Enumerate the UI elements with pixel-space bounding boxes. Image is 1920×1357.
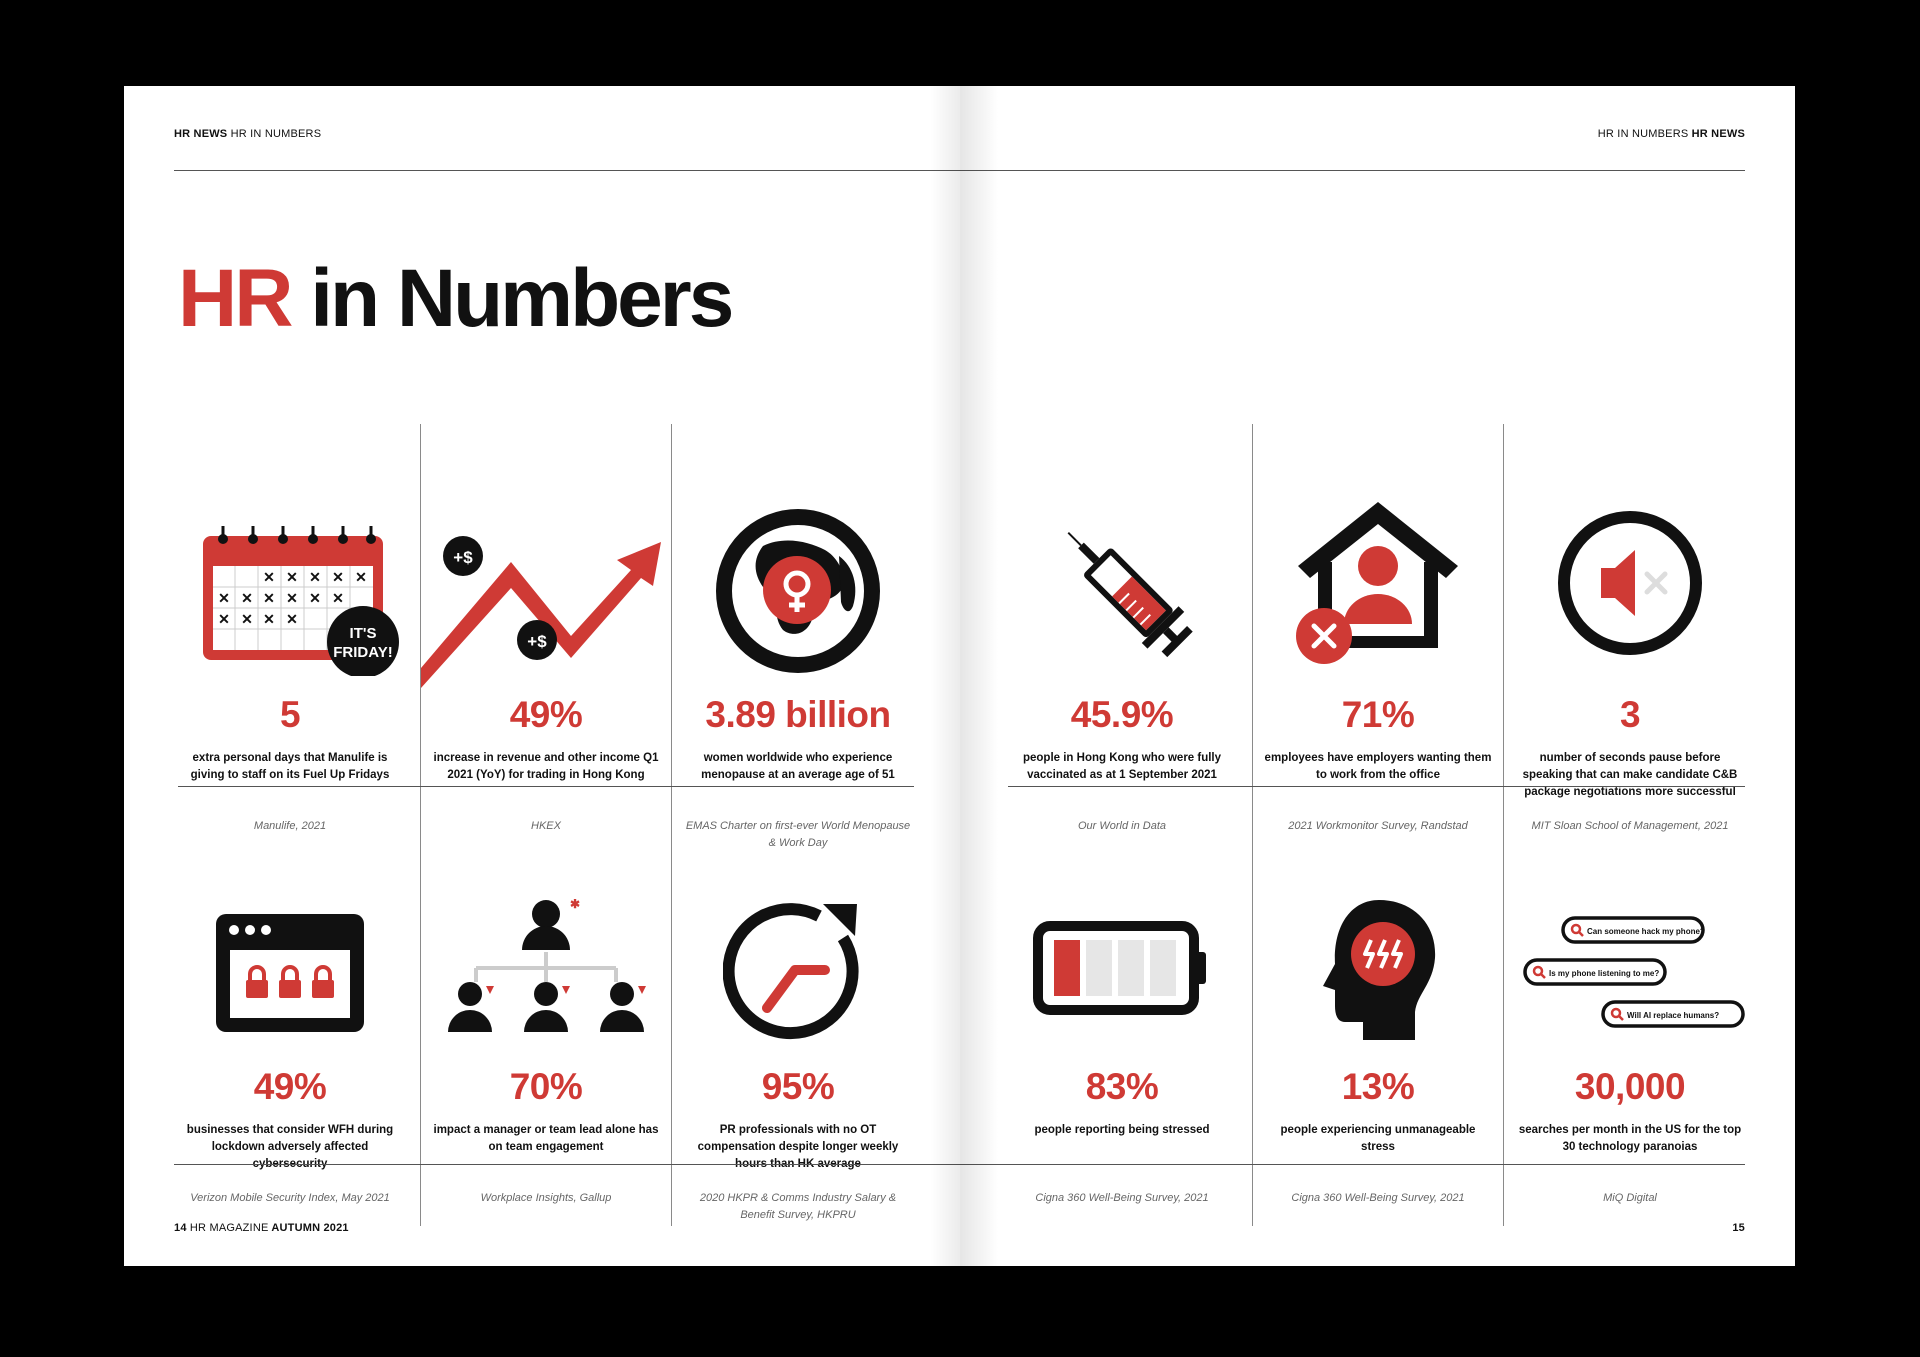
svg-text:✕: ✕: [241, 590, 253, 606]
footer-right: [1732, 1222, 1745, 1234]
plus-dollar-label: +$: [527, 632, 547, 651]
header-section: HR IN NUMBERS: [1597, 128, 1689, 140]
stat-source: Workplace Insights, Gallup: [480, 1192, 612, 1204]
footer-page-number: 15: [1732, 1222, 1745, 1234]
running-header-right: [1598, 128, 1745, 140]
footer-left: [174, 1222, 349, 1234]
low-battery-icon: [1032, 918, 1212, 1018]
search-bubbles-icon: [1505, 910, 1755, 1040]
svg-text:✕: ✕: [332, 569, 344, 585]
svg-text:✕: ✕: [263, 611, 275, 627]
stat-description: employees have employers wanting them to work from the office: [1264, 752, 1492, 781]
svg-text:✕: ✕: [286, 590, 298, 606]
stat-card: [997, 416, 1247, 846]
calendar-icon: [175, 526, 405, 676]
footer-rule: [960, 1164, 1745, 1165]
stat-value: 30,000: [1574, 1066, 1686, 1107]
friday-badge-line2: FRIDAY!: [333, 644, 393, 661]
svg-text:✕: ✕: [218, 590, 230, 606]
stat-source: MiQ Digital: [1603, 1192, 1657, 1204]
column-divider: [671, 424, 672, 846]
stat-card: [421, 416, 671, 846]
stat-card: [673, 806, 923, 1226]
svg-text:✕: ✕: [355, 569, 367, 585]
row-rule: [1008, 786, 1745, 787]
stat-value: 3: [1619, 694, 1641, 735]
row-rule: [178, 786, 914, 787]
stat-card: [1253, 416, 1503, 846]
footer-issue: AUTUMN 2021: [271, 1222, 349, 1234]
svg-text:✱: ✱: [570, 897, 581, 911]
stat-description: businesses that consider WFH during lockdown adversely affected cybersecurity: [186, 1124, 394, 1170]
stat-source: EMAS Charter on first-ever World Menopause & Work Day: [685, 820, 911, 849]
friday-badge-line1: IT'S: [349, 625, 377, 642]
stat-card: [1505, 806, 1755, 1226]
stat-description: people reporting being stressed: [1034, 1124, 1210, 1136]
search-query-3: Will AI replace humans?: [1627, 1011, 1720, 1020]
org-chart-icon: [436, 892, 656, 1042]
svg-text:✕: ✕: [309, 569, 321, 585]
plus-dollar-label: +$: [453, 548, 473, 567]
mute-speaker-icon: [1555, 508, 1705, 658]
stat-source: MIT Sloan School of Management, 2021: [1531, 820, 1729, 832]
stat-source: HKEX: [531, 820, 561, 832]
svg-text:✕: ✕: [286, 611, 298, 627]
header-section: HR IN NUMBERS: [230, 128, 322, 140]
stat-source: Manulife, 2021: [253, 820, 327, 832]
stat-description: women worldwide who experience menopause at an average age of 51: [701, 752, 895, 781]
svg-text:✕: ✕: [218, 611, 230, 627]
page-title: [178, 252, 731, 346]
stat-card: [673, 416, 923, 849]
globe-female-icon: [713, 506, 883, 676]
stat-value: 5: [279, 694, 301, 735]
stat-source: Cigna 360 Well-Being Survey, 2021: [1291, 1192, 1465, 1204]
stat-value: 95%: [761, 1066, 835, 1107]
stat-value: 71%: [1341, 694, 1415, 735]
browser-locks-icon: [210, 908, 370, 1038]
stat-source: 2020 HKPR & Comms Industry Salary & Benefit Survey, HKPRU: [699, 1192, 897, 1221]
home-person-icon: [1288, 496, 1468, 666]
stat-description: PR professionals with no OT compensation despite longer weekly hours than HK average: [697, 1124, 899, 1170]
footer-page-number: 14: [174, 1222, 187, 1234]
stat-value: 83%: [1085, 1066, 1159, 1107]
stat-card: [1505, 416, 1755, 846]
stat-card: [421, 806, 671, 1226]
stat-card: [165, 416, 415, 846]
stat-value: 49%: [509, 694, 583, 735]
clock-overtime-icon: [723, 898, 873, 1048]
stat-value: 70%: [509, 1066, 583, 1107]
svg-text:✕: ✕: [241, 611, 253, 627]
stat-source: 2021 Workmonitor Survey, Randstad: [1288, 820, 1468, 832]
svg-text:✕: ✕: [263, 569, 275, 585]
svg-text:✕: ✕: [286, 569, 298, 585]
stat-description: people experiencing unmanageable stress: [1280, 1124, 1476, 1153]
stat-description: increase in revenue and other income Q1 2021 (YoY) for trading in Hong Kong: [433, 752, 659, 781]
header-brand: HR NEWS: [174, 128, 228, 140]
title-rest: in Numbers: [290, 253, 732, 344]
stat-description: people in Hong Kong who were fully vaccinated as at 1 September 2021: [1022, 752, 1222, 781]
stat-value: 13%: [1341, 1066, 1415, 1107]
search-query-2: Is my phone listening to me?: [1549, 969, 1660, 978]
stat-source: Cigna 360 Well-Being Survey, 2021: [1035, 1192, 1209, 1204]
header-rule: [174, 170, 960, 171]
stat-description: searches per month in the US for the top 30 technology paranoias: [1518, 1124, 1742, 1153]
stat-card: [165, 806, 415, 1226]
left-page: [124, 86, 960, 1266]
stat-description: number of seconds pause before speaking that can make candidate C&B package negotiations more successful: [1522, 752, 1738, 798]
title-accent: HR: [178, 253, 291, 344]
footer-magazine: HR MAGAZINE: [189, 1222, 269, 1234]
growth-arrow-icon: [421, 528, 671, 688]
search-query-1: Can someone hack my phone?: [1587, 927, 1705, 936]
stat-source: Our World in Data: [1077, 820, 1167, 832]
footer-rule: [174, 1164, 960, 1165]
stat-value: 49%: [253, 1066, 327, 1107]
stat-description: impact a manager or team lead alone has on team engagement: [433, 1124, 659, 1153]
stat-card: [997, 806, 1247, 1226]
stressed-head-icon: [1313, 894, 1443, 1044]
stat-value: 45.9%: [1070, 694, 1174, 735]
stat-card: [1253, 806, 1503, 1226]
svg-text:✕: ✕: [309, 590, 321, 606]
right-page: [960, 86, 1795, 1266]
running-header-left: [174, 128, 321, 140]
stat-description: extra personal days that Manulife is giving to staff on its Fuel Up Fridays: [190, 752, 390, 781]
svg-text:✕: ✕: [263, 590, 275, 606]
syringe-icon: [1047, 510, 1197, 660]
stat-source: Verizon Mobile Security Index, May 2021: [190, 1192, 390, 1204]
header-rule: [960, 170, 1745, 171]
svg-text:✕: ✕: [332, 590, 344, 606]
column-divider: [1503, 424, 1504, 846]
header-brand: HR NEWS: [1691, 128, 1745, 140]
stat-value: 3.89 billion: [705, 694, 891, 735]
